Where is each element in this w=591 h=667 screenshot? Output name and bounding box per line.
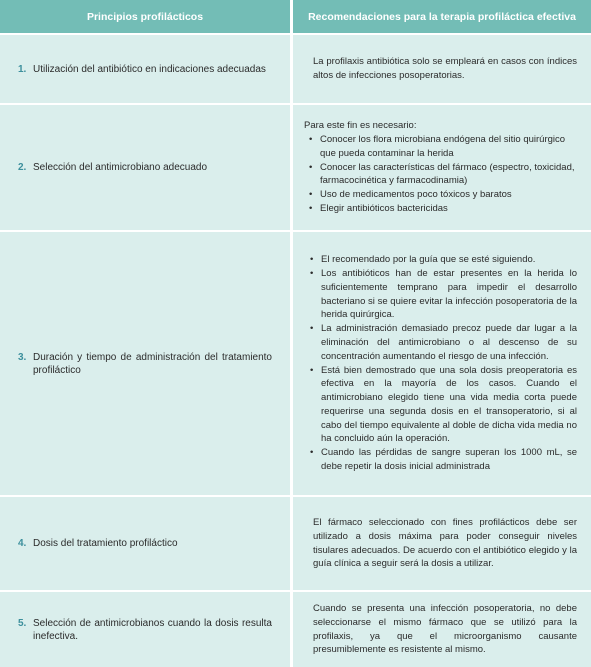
table-row [0,592,591,667]
table-row [0,497,591,590]
principle-text: Utilización del antibiótico en indicaciones adecuadas [33,63,266,75]
list-item: • El recomendado por la guía que se esté siguiendo. [309,253,577,267]
recommendation-cell [293,105,591,230]
principle-text: Duración y tiempo de administración del tratamiento profiláctico [33,351,272,376]
header-principles-label: Principios profilácticos [86,10,204,23]
header-recommendations [293,0,591,33]
row-number: 1. [18,63,27,75]
recommendation-text: La profilaxis antibiótica solo se empleará en casos con índices altos de infecciones posoperatorias. [313,56,577,81]
principle-cell [0,592,290,667]
header-principles [0,0,290,33]
principle-text: Dosis del tratamiento profiláctico [33,538,178,549]
table-row [0,232,591,495]
row-number: 2. [18,162,27,173]
recommendation-list [309,253,577,474]
list-item: • Elegir antibióticos bactericidas [308,202,577,216]
principle-cell [0,105,290,230]
list-item: • La administración demasiado precoz puede dar lugar a la eliminación del antimicrobiano o al descenso de su concentración aumentando el riesgo de una infección. [309,322,577,363]
list-item: • Los antibióticos han de estar presentes en la herida lo suficientemente temprano para impedir el desarrollo bacteriano si se quiere evitar la infección posoperatoria de la herida quirúrgica. [309,267,577,322]
recommendation-cell [293,35,591,103]
list-item: • Conocer los flora microbiana endógena del sitio quirúrgico que pueda contaminar la herida [308,133,577,161]
recommendation-cell [293,232,591,495]
recommendation-cell [293,497,591,590]
recommendation-list [304,133,577,216]
recommendation-text: Cuando se presenta una infección posoperatoria, no debe seleccionarse el mismo fármaco que se utilizó para la profilaxis, ya que el microorganismo causante presumiblemente es resistente al mismo. [313,602,577,656]
principle-cell [0,232,290,495]
table-row [0,35,591,103]
header-recommendations-label: Recomendaciones para la terapia profiláctica efectiva [308,10,576,23]
list-item: • Cuando las pérdidas de sangre superan los 1000 mL, se debe repetir la dosis inicial administrada [309,446,577,474]
row-number: 3. [18,351,27,363]
row-number: 4. [18,538,27,549]
list-item: • Uso de medicamentos poco tóxicos y baratos [308,188,577,202]
recommendation-intro: Para este fin es necesario: [304,120,417,132]
recommendation-text: El fármaco seleccionado con fines profilácticos debe ser utilizado a dosis máxima para poder conseguir niveles tisulares adecuados. De acuerdo con el antibiótico elegido y la guía clínica a seguir será la dosis a utilizar. [313,516,577,570]
recommendation-cell [293,592,591,667]
principle-text: Selección de antimicrobianos cuando la dosis resulta inefectiva. [33,617,272,642]
table-row [0,105,591,230]
principle-cell [0,35,290,103]
list-item: • Conocer las características del fármaco (espectro, toxicidad, farmacocinética y farmacodinamia) [308,161,577,189]
principle-text: Selección del antimicrobiano adecuado [33,162,208,173]
row-number: 5. [18,617,27,629]
list-item: • Está bien demostrado que una sola dosis preoperatoria es efectiva en la mayoría de los casos. Cuando el antimicrobiano elegido tiene una vida media corta puede requerirse una segunda dosis en el transoperatorio, si al cabo del tiempo equivalente al doble de dicha vida media no ha concluido aún la operación. [309,364,577,447]
principle-cell [0,497,290,590]
